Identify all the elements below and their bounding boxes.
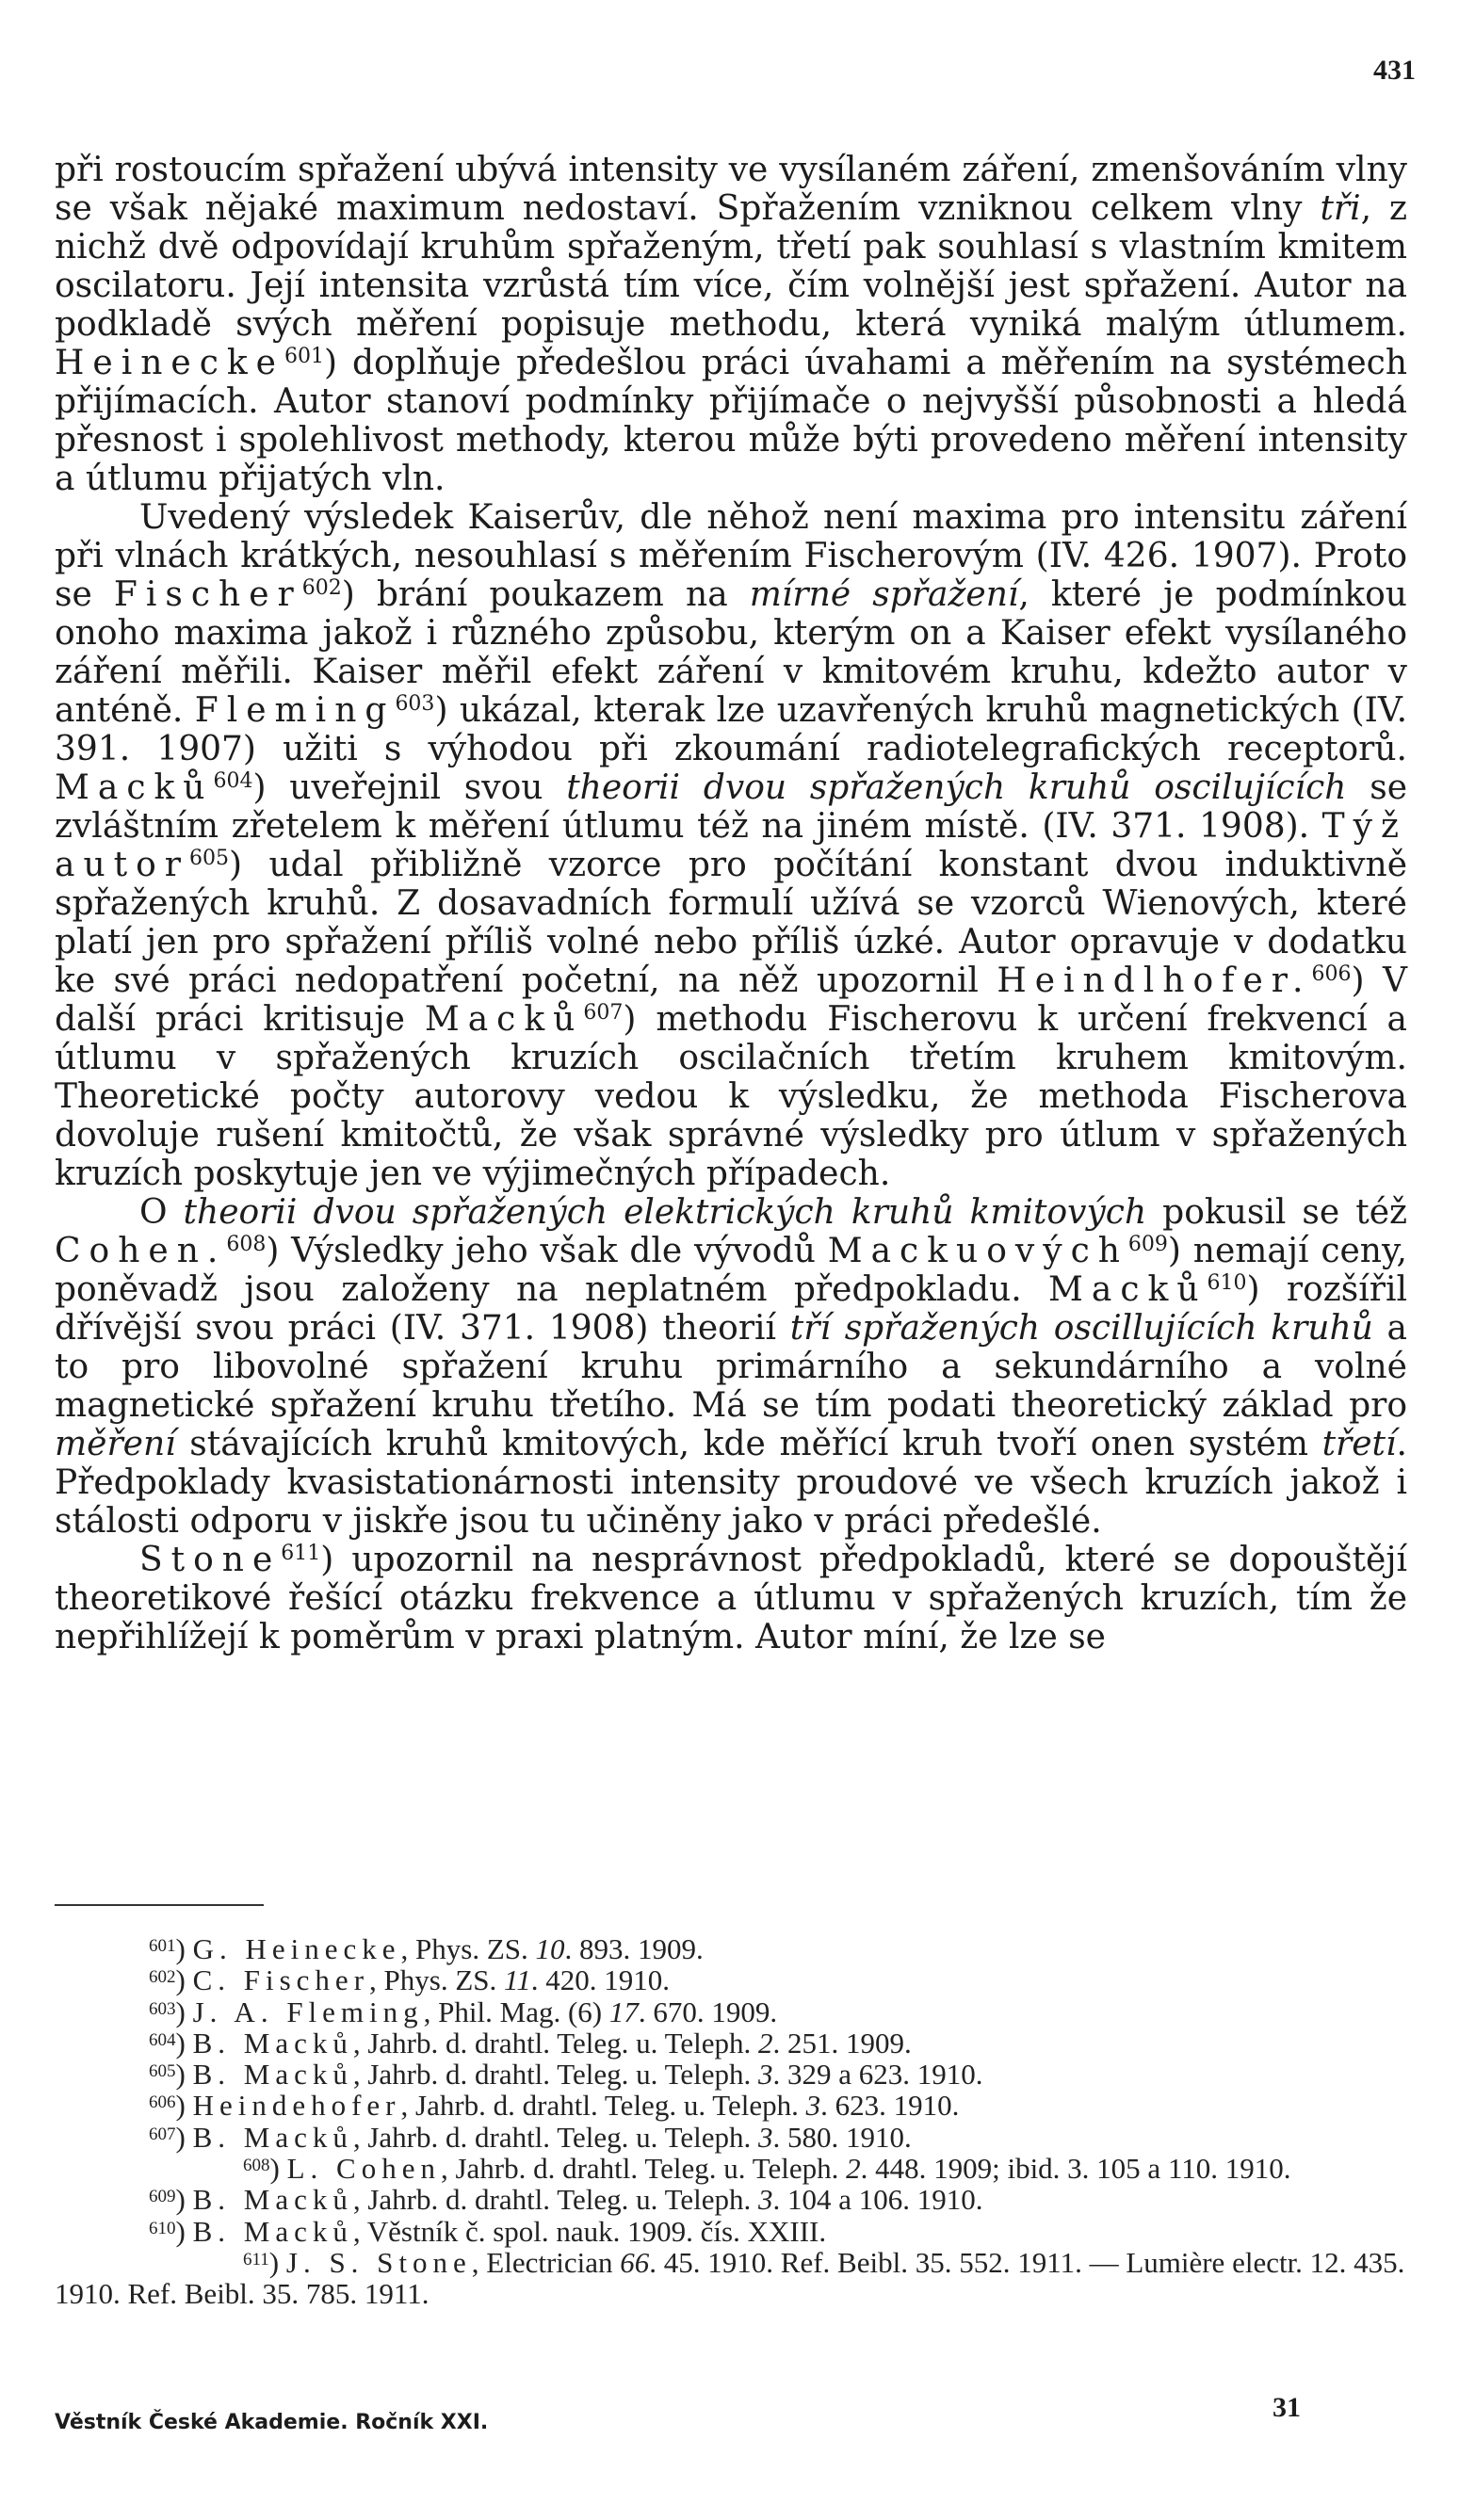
footnote-author: B. Macků xyxy=(192,2058,353,2092)
paragraph-1 xyxy=(55,151,1407,498)
text-run: pokusil se též xyxy=(1146,1193,1407,1232)
footnote-number: 610 xyxy=(149,2218,176,2238)
footnote-number: 611 xyxy=(243,2249,269,2270)
journal-footer: Věstník České Akademie. Ročník XXI. xyxy=(55,2411,489,2434)
text-run: ) Výsledky jeho však dle vývodů xyxy=(266,1232,828,1270)
footnote-volume: 66 xyxy=(620,2245,650,2279)
footnote-item: $^{602}$) C. Fischer, Phys. ZS. 11. 420. 1910. xyxy=(149,1963,670,1997)
footnote-volume: 3 xyxy=(757,2120,773,2154)
sheet-number: 31 xyxy=(1273,2392,1301,2423)
author-name: Macků xyxy=(1048,1270,1208,1309)
footnote-ref: 607 xyxy=(583,1001,624,1025)
text-run: . Předpoklady kvasistationárnosti intensity proudové ve všech kruzích jakož i stálosti odporu v jiskře jsou tu učiněny jako v práci předešlé. xyxy=(55,1425,1407,1541)
text-run: se zvláštním zřetelem k měření útlumu též na jiném místě. (IV. 371. 1908). xyxy=(55,768,1407,846)
footnote-number: 608 xyxy=(243,2156,270,2176)
footnote-volume: 2 xyxy=(846,2152,861,2186)
footnote-item: $^{605}$) B. Macků, Jahrb. d. drahtl. Teleg. u. Teleph. 3. 329 a 623. 1910. xyxy=(149,2058,983,2092)
text-run: , které je podmínkou onoho maxima jakož i různého způsobu, kterým on a Kaiser efekt vysílaného záření měřili. Kaiser měřil efekt záření v kmitovém kruhu, kdežto autor v anténě. xyxy=(55,575,1407,730)
footnote-item: $^{604}$) B. Macků, Jahrb. d. drahtl. Teleg. u. Teleph. 2. 251. 1909. xyxy=(149,2026,912,2060)
author-name: Stone xyxy=(139,1541,282,1579)
footnote-ref: 609 xyxy=(1127,1233,1168,1256)
footnote-text: . 329 a 623. 1910. xyxy=(772,2058,983,2092)
footnote-text: , Jahrb. d. drahtl. Teleg. u. Teleph. xyxy=(400,2089,806,2123)
page-number: 431 xyxy=(1373,55,1416,86)
footnote-text: , Jahrb. d. drahtl. Teleg. u. Teleph. xyxy=(440,2152,847,2186)
footnote-ref: 602 xyxy=(301,576,342,600)
footnote-text: , Jahrb. d. drahtl. Teleg. u. Teleph. xyxy=(352,2120,758,2154)
footnote-volume: 2 xyxy=(757,2026,773,2060)
paragraph-4 xyxy=(55,1541,1407,1656)
paragraph-3 xyxy=(55,1193,1407,1541)
footnote-text: , Phys. ZS. xyxy=(400,1932,536,1965)
footnote-author: J. S. Stone xyxy=(285,2245,472,2279)
footnote-volume: 3 xyxy=(757,2183,773,2217)
footnote-volume: 3 xyxy=(805,2089,821,2123)
footnote-item: $^{601}$) G. Heinecke, Phys. ZS. 10. 893. 1909. xyxy=(149,1932,704,1965)
footnote-item: $^{606}$) Heindehofer, Jahrb. d. drahtl. Teleg. u. Teleph. 3. 623. 1910. xyxy=(149,2089,960,2123)
footnote-author: J. A. Fleming xyxy=(192,1995,424,2028)
text-run: ) doplňuje předešlou práci úvahami a měřením na systémech přijímacích. Autor stanoví podmínky přijímače o nejvyšší působnosti a hledá přesnost i spolehlivost methody, kterou může býti provedeno měření intensity a útlumu přijatých vln. xyxy=(55,344,1407,498)
text-run: ) V další práci kritisuje xyxy=(55,961,1407,1039)
footnote-ref: 606 xyxy=(1311,962,1352,986)
footnote-text: . 448. 1909; ibid. 3. 105 a 110. 1910. xyxy=(860,2152,1291,2186)
footnote-volume: 10 xyxy=(535,1932,565,1965)
paragraph-2 xyxy=(55,498,1407,1193)
footnote-text: . 623. 1910. xyxy=(820,2089,960,2123)
footnote-number: 604 xyxy=(149,2029,176,2050)
footnote-number: 606 xyxy=(149,2092,176,2113)
text-run: a to pro libovolné spřažení kruhu primárního a sekundárního a volné magnetické spřažení kruhu třetího. Má se tím podati theoretický základ pro xyxy=(55,1309,1407,1425)
footnote-item: $^{603}$) J. A. Fleming, Phil. Mag. (6) 17. 670. 1909. xyxy=(149,1995,778,2028)
text-run: O xyxy=(139,1193,184,1232)
text-run: ) udal přibližně vzorce pro počítání konstant dvou induktivně spřažených kruhů. Z dosavadních formulí užívá se vzorců Wienových, které platí jen pro spřažení příliš volné nebo příliš úzké. Autor opravuje v dodatku ke své práci nedopatření početní, na něž upozornil xyxy=(55,846,1407,1000)
text-run: ) uveřejnil svou xyxy=(252,768,567,807)
footnote-text: . 45. 1910. Ref. Beibl. 35. 552. 1911. — Lumière electr. 12. 435. 1910. Ref. Beibl. 35. 785. 1911. xyxy=(55,2245,1405,2311)
footnote-ref: 611 xyxy=(281,1542,321,1565)
author-name: Cohen. xyxy=(55,1232,227,1270)
footnote-text: . 893. 1909. xyxy=(564,1932,704,1965)
emphasis-text: třetí xyxy=(1321,1425,1397,1463)
text-run: ) nemají ceny, poněvadž jsou založeny na neplatném předpokladu. xyxy=(55,1232,1407,1309)
footnote-number: 602 xyxy=(149,1967,176,1988)
footnote-item: $^{610}$) B. Macků, Věstník č. spol. nauk. 1909. čís. XXIII. xyxy=(149,2214,827,2248)
footnote-author: B. Macků xyxy=(192,2026,353,2060)
footnote-volume: 11 xyxy=(504,1963,531,1997)
footnote-item: $^{609}$) B. Macků, Jahrb. d. drahtl. Teleg. u. Teleph. 3. 104 a 106. 1910. xyxy=(149,2183,983,2217)
text-run: ) rozšířil dřívější svou práci (IV. 371. 1908) theorií xyxy=(55,1270,1407,1348)
footnote-volume: 3 xyxy=(757,2058,773,2092)
footnote-text: . 580. 1910. xyxy=(772,2120,912,2154)
footnote-volume: 17 xyxy=(608,1995,639,2028)
footnote-ref: 601 xyxy=(284,345,324,368)
author-name: Heindlhofer. xyxy=(997,961,1312,1000)
footnote-text: . 251. 1909. xyxy=(772,2026,912,2060)
emphasis-text: mírné spřažení xyxy=(749,575,1019,614)
emphasis-text: theorii dvou spřažených kruhů oscilujících xyxy=(566,768,1347,807)
footnote-author: L. Cohen xyxy=(286,2152,441,2186)
footnote-ref: 605 xyxy=(189,847,229,870)
text-run: Uvedený výsledek Kaiserův, dle něhož není maxima pro intensitu záření při vlnách krátkých, nesouhlasí s měřením Fischerovým (IV. 426. 1907). Proto se xyxy=(55,498,1407,614)
footnote-author: Heindehofer xyxy=(192,2089,401,2123)
footnote-author: B. Macků xyxy=(192,2183,353,2217)
footnote-author: G. Heinecke xyxy=(192,1932,401,1965)
footnote-divider xyxy=(55,1904,264,1906)
text-run: ) upozornil na nesprávnost předpokladů, které se dopouštějí theoretikové řešící otázku frekvence a útlumu v spřažených kruzích, tím že nepřihlížejí k poměrům v praxi platným. Autor míní, že lze se xyxy=(55,1541,1407,1656)
footnote-text: . 104 a 106. 1910. xyxy=(772,2183,983,2217)
footnote-ref: 603 xyxy=(395,692,435,716)
emphasis-text: tří spřažených oscillujících kruhů xyxy=(789,1309,1373,1348)
text-run: ) brání poukazem na xyxy=(341,575,750,614)
author-name: Macků xyxy=(55,768,214,807)
author-name: Macků xyxy=(424,1000,584,1039)
footnote-text: , Jahrb. d. drahtl. Teleg. u. Teleph. xyxy=(352,2026,758,2060)
footnote-number: 609 xyxy=(149,2187,176,2207)
author-name: Fleming xyxy=(194,691,396,730)
emphasis-text: theorii dvou spřažených elektrických kruhů kmitových xyxy=(183,1193,1147,1232)
footnote-ref: 608 xyxy=(226,1233,267,1256)
text-run: ) methodu Fischerovu k určení frekvencí a útlumu v spřažených kruzích oscilačních třetím kruhem kmitovým. Theoretické počty autorovy vedou k výsledku, že methoda Fischerova dovoluje rušení kmitočtů, že však správné výsledky pro útlum v spřažených kruzích poskytuje jen ve výjimečných případech. xyxy=(55,1000,1407,1193)
author-name: Fischer xyxy=(113,575,302,614)
text-run: ) ukázal, kterak lze uzavřených kruhů magnetických (IV. 391. 1907) užiti s výhodou při zkoumání radiotelegrafických receptorů. xyxy=(55,691,1408,768)
footnote-item: $^{611}$) J. S. Stone, Electrician 66. 45. 1910. Ref. Beibl. 35. 552. 1911. — Lumière electr. 12. 435. 1910. Ref. Beibl. 35. 785. 1911. xyxy=(55,2245,1405,2311)
author-name: Týž autor xyxy=(55,807,1407,884)
footnote-text: , Phys. ZS. xyxy=(369,1963,504,1997)
footnote-ref: 610 xyxy=(1207,1271,1247,1295)
text-run: , z nichž dvě odpovídají kruhům spřaženým, třetí pak souhlasí s vlastním kmitem oscilatoru. Její intensita vzrůstá tím více, čím volnější jest spřažení. Autor na podkladě svých měření popisuje methodu, která vyniká malým útlumem. xyxy=(55,189,1408,344)
author-name: Mackuových xyxy=(827,1232,1128,1270)
emphasis-text: měření xyxy=(55,1425,176,1463)
footnote-number: 605 xyxy=(149,2061,176,2082)
footnote-text: , Electrician xyxy=(471,2245,621,2279)
footnote-number: 601 xyxy=(149,1936,176,1956)
footnote-author: C. Fischer xyxy=(192,1963,370,1997)
footnote-text: . 670. 1909. xyxy=(638,1995,778,2028)
footnote-number: 607 xyxy=(149,2124,176,2144)
footnote-author: B. Macků xyxy=(192,2120,353,2154)
text-run: stávajících kruhů kmitových, kde měřící kruh tvoří onen systém xyxy=(175,1425,1322,1463)
footnote-text: , Jahrb. d. drahtl. Teleg. u. Teleph. xyxy=(352,2058,758,2092)
text-run: při rostoucím spřažení ubývá intensity ve vysílaném záření, zmenšováním vlny se však nějaké maximum nedostaví. Spřažením vzniknou celkem vlny xyxy=(55,151,1407,228)
footnote-item: $^{607}$) B. Macků, Jahrb. d. drahtl. Teleg. u. Teleph. 3. 580. 1910. xyxy=(149,2120,912,2154)
author-name: Heinecke xyxy=(55,344,284,382)
footnote-text: , Věstník č. spol. nauk. 1909. čís. XXIII. xyxy=(352,2214,827,2248)
footnote-ref: 604 xyxy=(213,769,253,793)
footnote-number: 603 xyxy=(149,1998,176,2019)
footnote-text: , Phil. Mag. (6) xyxy=(423,1995,609,2028)
footnote-item: $^{608}$) L. Cohen, Jahrb. d. drahtl. Teleg. u. Teleph. 2. 448. 1909; ibid. 3. 105 a 110. 1910. xyxy=(243,2152,1291,2186)
emphasis-text: tři xyxy=(1320,189,1361,228)
body-text xyxy=(55,151,1407,1656)
footnote-text: , Jahrb. d. drahtl. Teleg. u. Teleph. xyxy=(352,2183,758,2217)
footnote-text: . 420. 1910. xyxy=(530,1963,670,1997)
footnote-author: B. Macků xyxy=(192,2214,353,2248)
footnotes xyxy=(55,1933,1407,2310)
